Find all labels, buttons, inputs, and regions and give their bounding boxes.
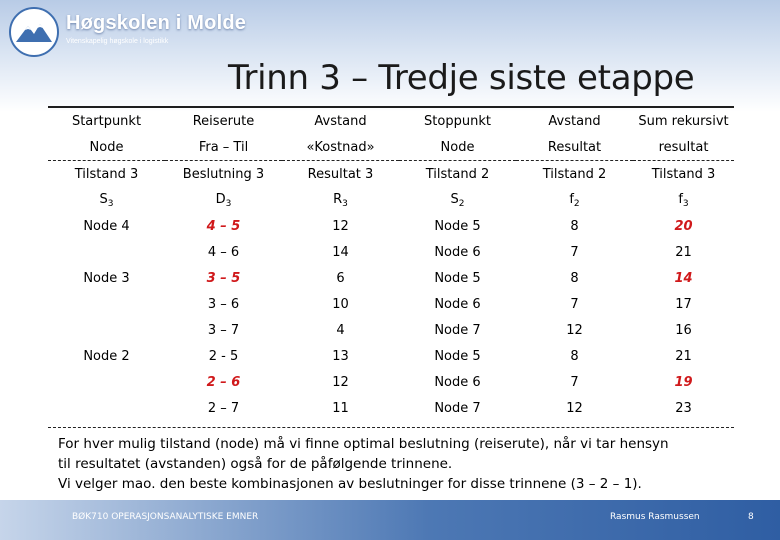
cell-result: 12 xyxy=(566,322,583,338)
cell-sum: 17 xyxy=(675,296,692,312)
symbol-base: R xyxy=(333,191,343,207)
table-row xyxy=(48,291,734,317)
symbol-subscript: 3 xyxy=(225,198,232,209)
cell-start xyxy=(48,239,165,265)
symbol-cell xyxy=(165,187,282,213)
symbol-cell xyxy=(633,187,734,213)
cell-stop: Node 6 xyxy=(434,244,481,260)
header-row-2 xyxy=(48,134,734,161)
cell-sum: 21 xyxy=(675,348,692,364)
table-row xyxy=(48,317,734,343)
header-row-1-cell: Startpunkt xyxy=(71,113,142,129)
table-row xyxy=(48,369,734,395)
header-row-1-cell: Avstand xyxy=(548,113,601,129)
symbol-subscript: 3 xyxy=(342,198,348,209)
table-row xyxy=(48,239,734,265)
cell-result: 8 xyxy=(570,218,579,234)
cell-cost: 11 xyxy=(332,400,349,416)
footer-band xyxy=(0,500,780,540)
cell-stop: Node 5 xyxy=(434,270,481,286)
cell-route: 2 – 7 xyxy=(207,400,240,416)
symbol-base: D xyxy=(215,191,226,207)
slide-title: Trinn 3 – Tredje siste etappe xyxy=(228,58,695,98)
cell-sum: 23 xyxy=(675,400,692,416)
header-row-1-cell: Reiserute xyxy=(192,113,255,129)
cell-result: 7 xyxy=(570,296,579,312)
symbol-subscript: 2 xyxy=(573,198,580,209)
label-row-cell: Beslutning 3 xyxy=(182,166,265,182)
cell-cost: 13 xyxy=(332,348,349,364)
cell-start xyxy=(48,369,165,395)
cell-result: 12 xyxy=(566,400,583,416)
page-number: 8 xyxy=(748,512,754,522)
stage-table xyxy=(48,108,734,421)
cell-stop: Node 6 xyxy=(434,374,481,390)
cell-route: 4 – 6 xyxy=(207,244,240,260)
cell-start xyxy=(48,291,165,317)
cell-sum: 21 xyxy=(675,244,692,260)
label-row xyxy=(48,161,734,188)
label-row-cell: Tilstand 3 xyxy=(74,166,139,182)
cell-cost: 14 xyxy=(332,244,349,260)
institution-name: Høgskolen i Molde xyxy=(66,12,247,34)
header-row-2-cell: Resultat xyxy=(516,134,633,161)
label-row-cell: Tilstand 2 xyxy=(425,166,490,182)
cell-result: 7 xyxy=(570,374,579,390)
header-row-1-cell: Avstand xyxy=(314,113,367,129)
symbol-cell xyxy=(282,187,399,213)
symbol-subscript: 2 xyxy=(458,198,465,209)
table-row xyxy=(48,395,734,421)
cell-sum: 20 xyxy=(674,218,693,234)
table-row xyxy=(48,343,734,369)
cell-route: 3 – 7 xyxy=(207,322,240,338)
cell-route: 2 - 5 xyxy=(208,348,239,364)
header-row-2-cell: resultat xyxy=(633,134,734,161)
header-row-2-cell: «Kostnad» xyxy=(282,134,399,161)
cell-start xyxy=(48,317,165,343)
cell-start: Node 4 xyxy=(83,218,130,234)
table-row xyxy=(48,265,734,291)
explanation-line-2: til resultatet (avstanden) også for de påfølgende trinnene. xyxy=(58,456,453,472)
cell-sum: 19 xyxy=(674,374,693,390)
cell-cost: 4 xyxy=(336,322,345,338)
table-row xyxy=(48,213,734,239)
symbol-base: f xyxy=(678,191,683,207)
cell-result: 8 xyxy=(570,270,579,286)
cell-stop: Node 7 xyxy=(434,400,481,416)
symbol-cell xyxy=(516,187,633,213)
cell-stop: Node 7 xyxy=(434,322,481,338)
mountain-logo-icon xyxy=(8,6,60,58)
cell-route: 3 – 6 xyxy=(207,296,240,312)
table-bottom-divider xyxy=(48,427,734,428)
cell-cost: 6 xyxy=(336,270,345,286)
cell-stop: Node 5 xyxy=(434,218,481,234)
header-row-1 xyxy=(48,108,734,134)
cell-sum: 14 xyxy=(674,270,693,286)
explanation-line-1: For hver mulig tilstand (node) må vi finne optimal beslutning (reiserute), når vi tar hensyn xyxy=(58,436,669,452)
symbol-subscript: 3 xyxy=(107,198,114,209)
label-row-cell: Tilstand 3 xyxy=(651,166,716,182)
symbol-base: S xyxy=(450,191,459,207)
institution-tagline: Vitenskapelig høgskole i logistikk xyxy=(66,38,169,45)
header-row-1-cell: Sum rekursivt xyxy=(638,113,729,129)
header-row-2-cell: Node xyxy=(48,134,165,161)
cell-stop: Node 5 xyxy=(434,348,481,364)
cell-start xyxy=(48,395,165,421)
header-row-1-cell: Stoppunkt xyxy=(424,113,491,129)
cell-cost: 10 xyxy=(332,296,349,312)
explanation-text xyxy=(58,434,738,494)
cell-sum: 16 xyxy=(675,322,692,338)
symbol-base: f xyxy=(569,191,574,207)
cell-route: 4 – 5 xyxy=(206,218,241,234)
footer-course: BØK710 OPERASJONSANALYTISKE EMNER xyxy=(72,512,259,522)
header-row-2-cell: Fra – Til xyxy=(165,134,282,161)
symbol-cell xyxy=(48,187,165,213)
label-row-cell: Resultat 3 xyxy=(307,166,374,182)
footer-author: Rasmus Rasmussen xyxy=(610,512,700,522)
symbol-cell xyxy=(399,187,516,213)
stage-table-body xyxy=(48,108,734,421)
label-row-cell: Tilstand 2 xyxy=(542,166,607,182)
cell-stop: Node 6 xyxy=(434,296,481,312)
cell-route: 3 – 5 xyxy=(206,270,241,286)
cell-route: 2 – 6 xyxy=(206,374,241,390)
symbol-subscript: 3 xyxy=(682,198,689,209)
cell-start: Node 2 xyxy=(83,348,130,364)
symbol-row xyxy=(48,187,734,213)
cell-cost: 12 xyxy=(332,218,349,234)
cell-result: 8 xyxy=(570,348,579,364)
cell-cost: 12 xyxy=(332,374,349,390)
explanation-line-3: Vi velger mao. den beste kombinasjonen av beslutninger for disse trinnene (3 – 2 – 1). xyxy=(58,476,642,492)
header-row-2-cell: Node xyxy=(399,134,516,161)
symbol-base: S xyxy=(99,191,108,207)
cell-result: 7 xyxy=(570,244,579,260)
cell-start: Node 3 xyxy=(83,270,130,286)
